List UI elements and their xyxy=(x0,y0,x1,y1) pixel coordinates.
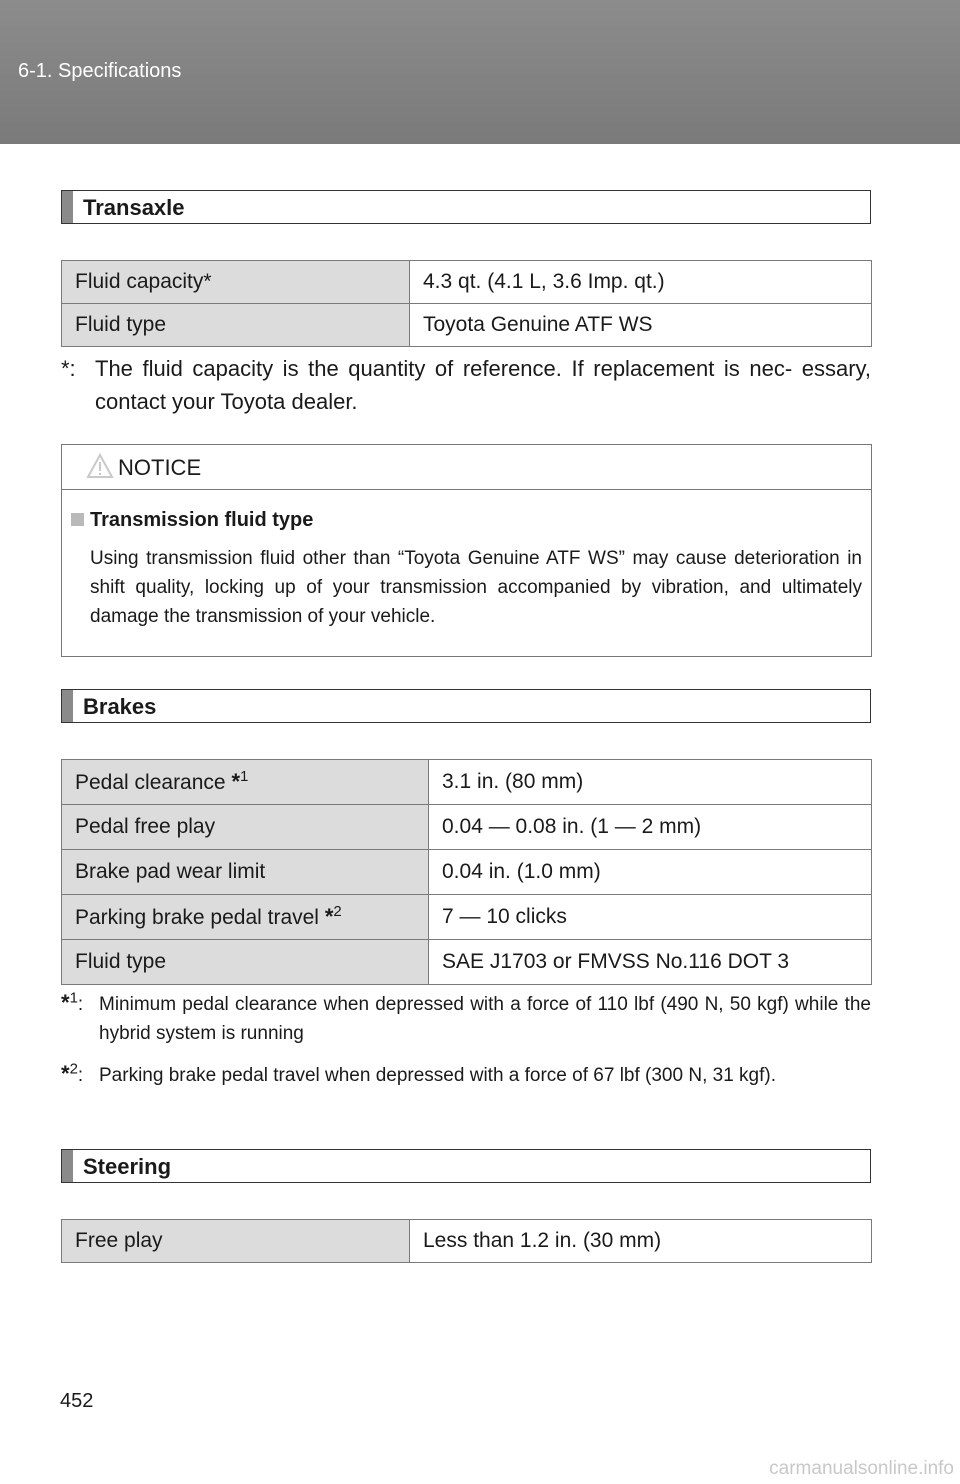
row-value: Less than 1.2 in. (30 mm) xyxy=(410,1220,872,1263)
table-row xyxy=(62,261,872,304)
row-value: 0.04 in. (1.0 mm) xyxy=(429,850,872,895)
footnote-num: 1 xyxy=(69,989,78,1007)
footnote-mark: *$^1$: xyxy=(61,989,84,1015)
watermark: carmanualsonline.info xyxy=(769,1458,954,1479)
notice-body: Using transmission fluid other than “Toyota Genuine ATF WS” may cause deterioration in shift quality, locking up of your transmission accompanied by vibration, and ultimately damage the transmission of your vehicle. xyxy=(90,548,862,627)
footnote-mark: *$^2$: xyxy=(61,1060,84,1086)
row-value: 4.3 qt. (4.1 L, 3.6 Imp. qt.) xyxy=(410,261,872,304)
row-value: 3.1 in. (80 mm) xyxy=(429,760,872,805)
asterisk-icon: * xyxy=(324,904,334,929)
asterisk-icon: * xyxy=(231,769,240,794)
footnote-text: Parking brake pedal travel when depressed with a force of 67 lbf (300 N, 31 kgf). xyxy=(99,1065,776,1086)
page-number: 452 xyxy=(60,1390,94,1412)
transaxle-table xyxy=(61,260,872,347)
row-value: 7 — 10 clicks xyxy=(429,895,872,940)
table-row xyxy=(62,895,872,940)
row-value: Toyota Genuine ATF WS xyxy=(410,304,872,347)
table-row xyxy=(62,940,872,985)
table-row xyxy=(62,805,872,850)
row-label: Fluid type xyxy=(62,940,429,985)
table-row xyxy=(62,850,872,895)
heading-bar xyxy=(62,1150,73,1182)
transaxle-heading xyxy=(61,190,871,224)
footnote-ref: 1 xyxy=(240,768,249,785)
heading-bar xyxy=(62,191,73,223)
page-header xyxy=(0,0,960,144)
steering-table xyxy=(61,1219,872,1263)
notice-box xyxy=(61,444,872,657)
row-label xyxy=(62,895,429,940)
steering-heading xyxy=(61,1149,871,1183)
note-text: The fluid capacity is the quantity of reference. If replacement is nec- essary, contact your Toyota dealer. xyxy=(95,356,871,414)
transaxle-note xyxy=(61,352,871,418)
row-label xyxy=(62,760,429,805)
row-label-text: Parking brake pedal travel xyxy=(75,906,325,929)
row-label-text: Pedal clearance xyxy=(75,771,232,794)
heading-bar xyxy=(62,690,73,722)
footnote-ref: 2 xyxy=(333,903,342,920)
section-label: 6-1. Specifications xyxy=(18,60,182,82)
row-label: Fluid type xyxy=(62,304,410,347)
row-label: Brake pad wear limit xyxy=(62,850,429,895)
table-row xyxy=(62,760,872,805)
footnote-text: Minimum pedal clearance when depressed with a force of 110 lbf (490 N, 50 kgf) while the hybrid system is running xyxy=(99,994,871,1044)
steering-title: Steering xyxy=(83,1154,172,1179)
warning-icon xyxy=(86,453,114,479)
row-label: Free play xyxy=(62,1220,410,1263)
row-label: Pedal free play xyxy=(62,805,429,850)
row-value: 0.04 — 0.08 in. (1 — 2 mm) xyxy=(429,805,872,850)
notice-subtitle xyxy=(71,509,313,532)
brakes-title: Brakes xyxy=(83,694,157,719)
table-row xyxy=(62,304,872,347)
notice-subtitle-text: Transmission fluid type xyxy=(90,509,314,531)
row-label: Fluid capacity* xyxy=(62,261,410,304)
brakes-footnote-1 xyxy=(61,988,871,1048)
row-value: SAE J1703 or FMVSS No.116 DOT 3 xyxy=(429,940,872,985)
table-row xyxy=(62,1220,872,1263)
brakes-heading xyxy=(61,689,871,723)
brakes-table xyxy=(61,759,872,985)
brakes-footnote-2 xyxy=(61,1059,871,1090)
transaxle-title: Transaxle xyxy=(83,195,185,220)
note-mark: *: xyxy=(61,356,76,381)
notice-title: NOTICE xyxy=(118,455,202,480)
notice-header xyxy=(62,445,871,490)
square-bullet-icon xyxy=(71,513,84,526)
footnote-num: 2 xyxy=(69,1060,78,1078)
